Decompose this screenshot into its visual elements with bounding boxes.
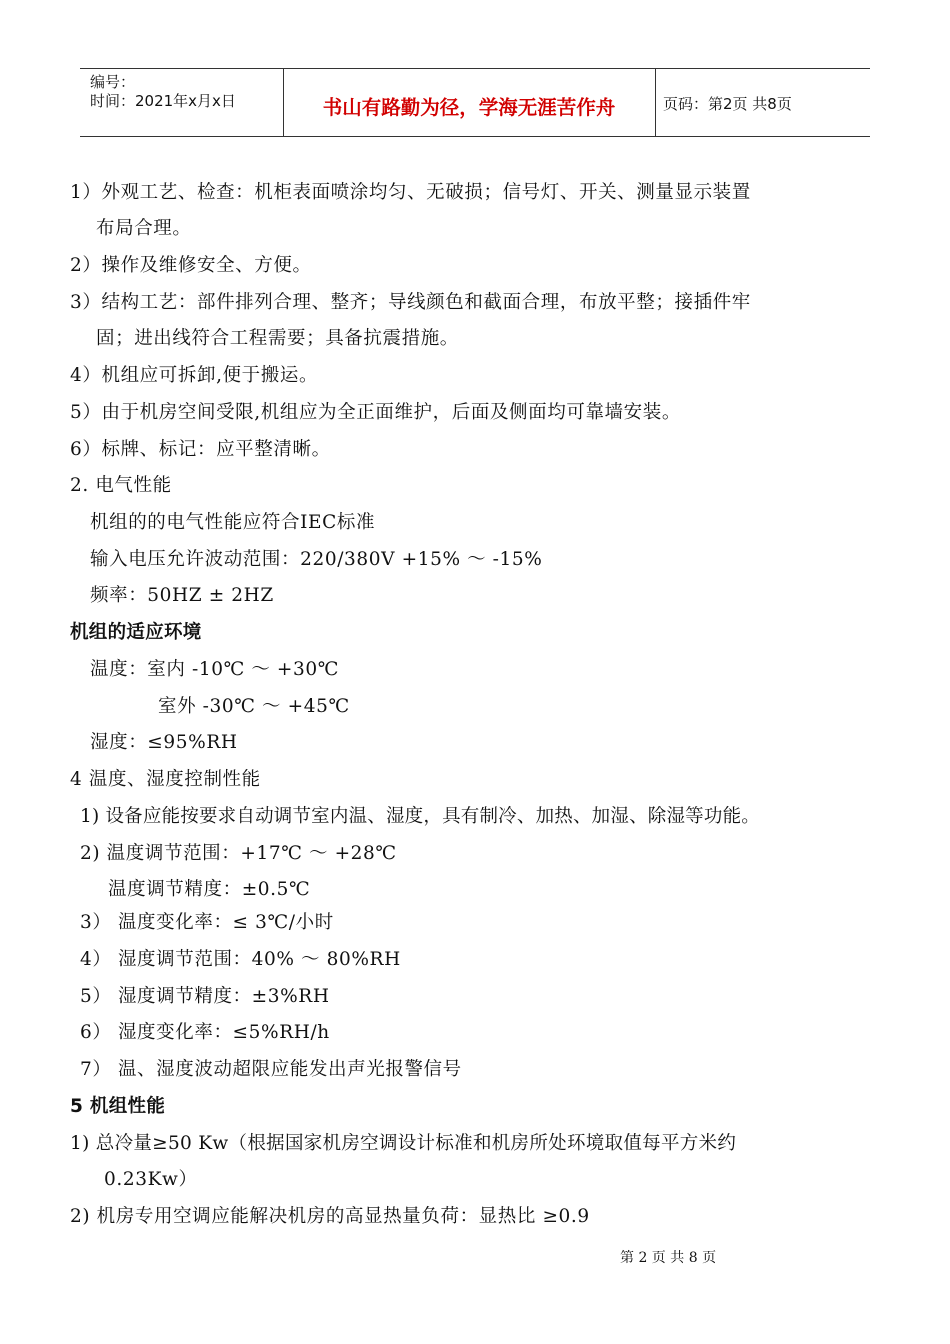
body-line: 温度：室内 -10℃ ～ +30℃ (90, 659, 340, 680)
section-heading: 2. 电气性能 (70, 475, 172, 496)
header-top-rule (80, 68, 870, 69)
body-line: 频率：50HZ ± 2HZ (90, 585, 274, 606)
body-line: 3）结构工艺：部件排列合理、整齐；导线颜色和截面合理，布放平整；接插件牢 (70, 292, 751, 313)
body-line: 输入电压允许波动范围：220/380V +15% ～ -15% (90, 549, 543, 570)
header-motto: 书山有路勤为径，学海无涯苦作舟 (322, 96, 616, 119)
body-line: 2) 机房专用空调应能解决机房的高显热量负荷：显热比 ≥0.9 (70, 1206, 590, 1227)
body-line: 布局合理。 (96, 218, 192, 239)
body-line: 室外 -30℃ ～ +45℃ (158, 696, 350, 717)
body-line: 机组的的电气性能应符合IEC标准 (90, 512, 376, 533)
body-line: 1) 总冷量≥50 Kw（根据国家机房空调设计标准和机房所处环境取值每平方米约 (70, 1133, 737, 1154)
header-divider-right (655, 68, 656, 136)
body-line: 湿度：≤95%RH (90, 732, 238, 753)
header-time-label: 时间：2021年x月x日 (90, 92, 236, 110)
body-line: 3） 温度变化率：≤ 3℃/小时 (80, 912, 334, 933)
body-line: 4）机组应可拆卸,便于搬运。 (70, 365, 319, 386)
body-line: 2) 温度调节范围：+17℃ ～ +28℃ (80, 843, 397, 864)
body-line: 4） 湿度调节范围：40% ～ 80%RH (80, 949, 401, 970)
body-line: 温度调节精度：±0.5℃ (108, 879, 311, 900)
body-line: 5） 湿度调节精度：±3%RH (80, 986, 330, 1007)
header-code-label: 编号： (90, 73, 136, 91)
section-heading-bold: 5 机组性能 (70, 1096, 166, 1117)
body-line: 1) 设备应能按要求自动调节室内温、湿度，具有制冷、加热、加湿、除湿等功能。 (80, 806, 760, 827)
page-footer: 第 2 页 共 8 页 (620, 1250, 717, 1266)
body-line: 7） 温、湿度波动超限应能发出声光报警信号 (80, 1059, 462, 1080)
body-line: 固；进出线符合工程需要；具备抗震措施。 (96, 328, 459, 349)
body-line: 2）操作及维修安全、方便。 (70, 255, 312, 276)
section-heading: 4 温度、湿度控制性能 (70, 769, 261, 790)
body-line: 1）外观工艺、检查：机柜表面喷涂均匀、无破损；信号灯、开关、测量显示装置 (70, 182, 751, 203)
header-page-info: 页码：第2页 共8页 (663, 95, 792, 113)
body-line: 0.23Kw） (104, 1169, 198, 1190)
body-line: 6）标牌、标记：应平整清晰。 (70, 439, 331, 460)
section-heading-bold: 机组的适应环境 (70, 622, 202, 643)
body-line: 5）由于机房空间受限,机组应为全正面维护，后面及侧面均可靠墙安装。 (70, 402, 681, 423)
body-line: 6） 湿度变化率：≤5%RH/h (80, 1022, 330, 1043)
header-bottom-rule (80, 136, 870, 137)
